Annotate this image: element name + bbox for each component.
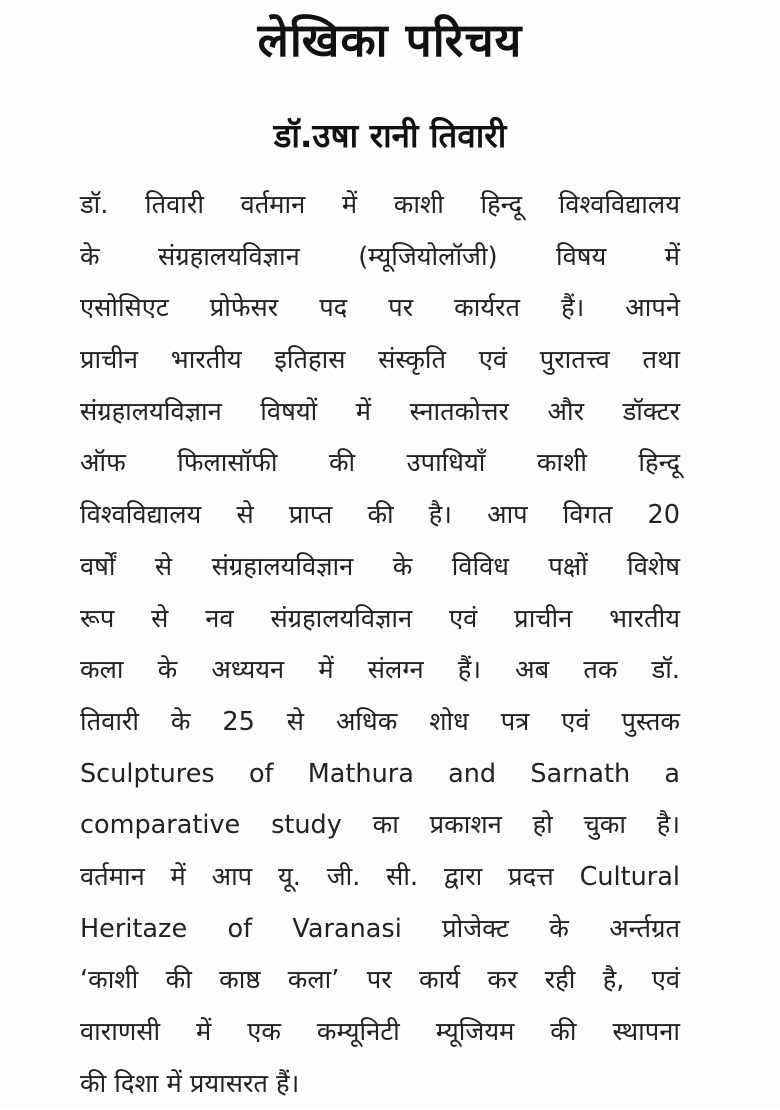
page-title: लेखिका परिचय bbox=[257, 13, 523, 67]
bio-line: प्राचीन भारतीय इतिहास संस्कृति एवं पुरातत्त्व तथा bbox=[80, 345, 680, 376]
bio-line: वर्षों से संग्रहालयविज्ञान के विविध पक्षों विशेष bbox=[80, 551, 680, 582]
bio-line: की दिशा में प्रयासरत हैं। bbox=[80, 1068, 300, 1099]
bio-line: Heritaze of Varanasi प्रोजेक्ट के अर्न्तग्रत bbox=[80, 913, 680, 944]
bio-line: रूप से नव संग्रहालयविज्ञान एवं प्राचीन भारतीय bbox=[80, 603, 680, 634]
bio-paragraph bbox=[80, 180, 680, 1110]
bio-line: डॉ. तिवारी वर्तमान में काशी हिन्दू विश्वविद्यालय bbox=[80, 190, 680, 220]
bio-line: एसोसिएट प्रोफेसर पद पर कार्यरत हैं। आपने bbox=[80, 293, 680, 324]
bio-line: वर्तमान में आप यू. जी. सी. द्वारा प्रदत्त Cultural bbox=[80, 861, 680, 892]
bio-line: विश्वविद्यालय से प्राप्त की है। आप विगत 20 bbox=[80, 500, 680, 531]
bio-line: Sculptures of Mathura and Sarnath a bbox=[80, 758, 680, 789]
bio-line: कला के अध्ययन में संलग्न हैं। अब तक डॉ. bbox=[80, 655, 680, 686]
bio-line: ऑफ फिलासॉफी की उपाधियाँ काशी हिन्दू bbox=[80, 448, 680, 479]
bio-line: संग्रहालयविज्ञान विषयों में स्नातकोत्तर और डॉक्टर bbox=[80, 396, 680, 427]
bio-line: ‘काशी की काष्ठ कला’ पर कार्य कर रही है, एवं bbox=[80, 965, 680, 996]
author-name: डॉ.उषा रानी तिवारी bbox=[273, 116, 507, 155]
bio-line: वाराणसी में एक कम्यूनिटी म्यूजियम की स्थापना bbox=[80, 1017, 680, 1047]
bio-line: comparative study का प्रकाशन हो चुका है। bbox=[80, 810, 680, 841]
bio-line: तिवारी के 25 से अधिक शोध पत्र एवं पुस्तक bbox=[80, 706, 680, 737]
bio-line: के संग्रहालयविज्ञान (म्यूजियोलॉजी) विषय में bbox=[80, 241, 680, 272]
